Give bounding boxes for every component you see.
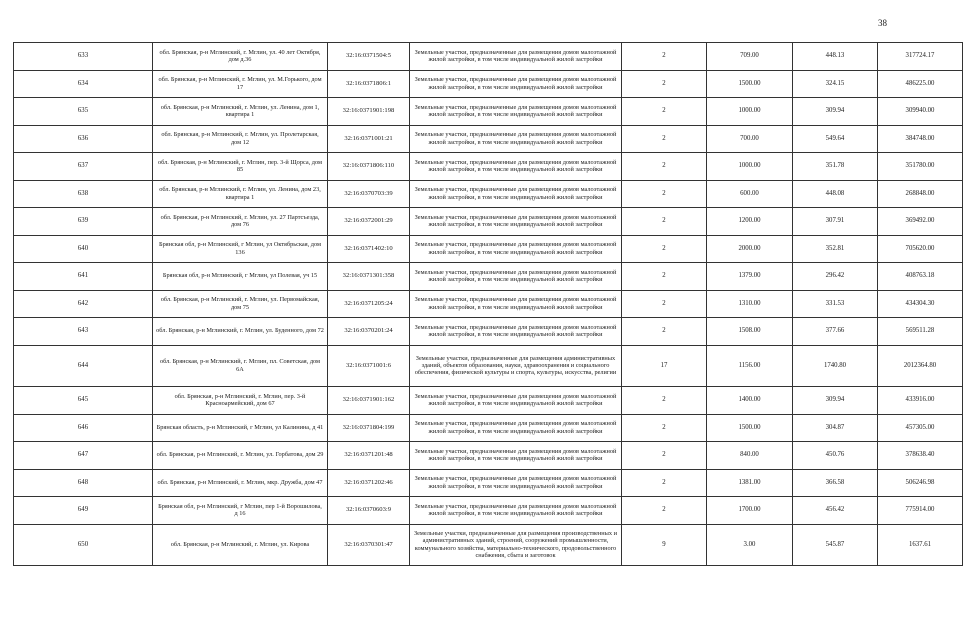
table-row	[14, 387, 963, 415]
row-number-cell: 639	[14, 208, 153, 236]
land-use-cell: Земельные участки, предназначенные для размещения домов малоэтажной жилой застройки, в том числе индивидуальной жилой застройки	[410, 387, 622, 415]
table-row	[14, 524, 963, 566]
table-row	[14, 125, 963, 153]
area-cell: 2000.00	[707, 235, 793, 263]
rate-cell: 450.76	[793, 442, 878, 470]
cadastral-number-cell: 32:16:0370301:47	[328, 524, 410, 566]
value-cell: 433916.00	[878, 387, 963, 415]
table-row	[14, 318, 963, 346]
table-row	[14, 345, 963, 387]
table-row	[14, 98, 963, 126]
area-cell: 1500.00	[707, 70, 793, 98]
count-cell: 2	[622, 442, 707, 470]
address-cell: обл. Брянская, р-н Мглинский, г. Мглин, пер. 3-й Красноармейский, дом 67	[153, 387, 328, 415]
land-use-cell: Земельные участки, предназначенные для размещения домов малоэтажной жилой застройки, в том числе индивидуальной жилой застройки	[410, 70, 622, 98]
table-row	[14, 497, 963, 525]
table-row	[14, 290, 963, 318]
value-cell: 506246.98	[878, 469, 963, 497]
address-cell: обл. Брянская, р-н Мглинский, г. Мглин, пл. Советская, дом 6А	[153, 345, 328, 387]
address-cell: обл. Брянская, р-н Мглинский, г. Мглин, пер. 3-й Щорса, дом 85	[153, 153, 328, 181]
rate-cell: 545.87	[793, 524, 878, 566]
rate-cell: 352.81	[793, 235, 878, 263]
row-number-cell: 638	[14, 180, 153, 208]
value-cell: 378638.40	[878, 442, 963, 470]
row-number-cell: 643	[14, 318, 153, 346]
table-row	[14, 235, 963, 263]
count-cell: 2	[622, 387, 707, 415]
count-cell: 9	[622, 524, 707, 566]
address-cell: обл. Брянская, р-н Мглинский, г. Мглин, ул. Кирова	[153, 524, 328, 566]
value-cell: 369492.00	[878, 208, 963, 236]
rate-cell: 304.87	[793, 414, 878, 442]
cadastral-number-cell: 32:16:0371201:48	[328, 442, 410, 470]
count-cell: 2	[622, 43, 707, 71]
value-cell: 1637.61	[878, 524, 963, 566]
cadastral-number-cell: 32:16:0370603:9	[328, 497, 410, 525]
cadastral-number-cell: 32:16:0371205:24	[328, 290, 410, 318]
cadastral-number-cell: 32:16:0370703:39	[328, 180, 410, 208]
area-cell: 840.00	[707, 442, 793, 470]
value-cell: 317724.17	[878, 43, 963, 71]
count-cell: 2	[622, 290, 707, 318]
land-use-cell: Земельные участки, предназначенные для размещения домов малоэтажной жилой застройки, в том числе индивидуальной жилой застройки	[410, 263, 622, 291]
value-cell: 705620.00	[878, 235, 963, 263]
row-number-cell: 641	[14, 263, 153, 291]
cadastral-number-cell: 32:16:0371804:199	[328, 414, 410, 442]
rate-cell: 309.94	[793, 387, 878, 415]
row-number-cell: 645	[14, 387, 153, 415]
rate-cell: 309.94	[793, 98, 878, 126]
land-use-cell: Земельные участки, предназначенные для размещения домов малоэтажной жилой застройки, в том числе индивидуальной жилой застройки	[410, 235, 622, 263]
count-cell: 2	[622, 180, 707, 208]
area-cell: 3.00	[707, 524, 793, 566]
table-row	[14, 208, 963, 236]
land-use-cell: Земельные участки, предназначенные для размещения домов малоэтажной жилой застройки, в том числе индивидуальной жилой застройки	[410, 208, 622, 236]
count-cell: 2	[622, 235, 707, 263]
row-number-cell: 644	[14, 345, 153, 387]
count-cell: 2	[622, 70, 707, 98]
area-cell: 1000.00	[707, 153, 793, 181]
table-row	[14, 414, 963, 442]
row-number-cell: 642	[14, 290, 153, 318]
rate-cell: 296.42	[793, 263, 878, 291]
count-cell: 2	[622, 208, 707, 236]
row-number-cell: 634	[14, 70, 153, 98]
address-cell: обл. Брянская, р-н Мглинский, г. Мглин, ул. Ленина, дом 1, квартира 1	[153, 98, 328, 126]
rate-cell: 448.13	[793, 43, 878, 71]
land-use-cell: Земельные участки, предназначенные для размещения административных зданий, объектов образования, науки, здравоохранения и социального обеспечения, физической культуры и спорта, культуры, искусства, религии	[410, 345, 622, 387]
land-use-cell: Земельные участки, предназначенные для размещения домов малоэтажной жилой застройки, в том числе индивидуальной жилой застройки	[410, 290, 622, 318]
row-number-cell: 637	[14, 153, 153, 181]
address-cell: обл. Брянская, р-н Мглинский, г. Мглин, мкр. Дружба, дом 47	[153, 469, 328, 497]
address-cell: обл. Брянская, р-н Мглинский, г. Мглин, ул. Горбатова, дом 29	[153, 442, 328, 470]
land-use-cell: Земельные участки, предназначенные для размещения домов малоэтажной жилой застройки, в том числе индивидуальной жилой застройки	[410, 442, 622, 470]
land-use-cell: Земельные участки, предназначенные для размещения домов малоэтажной жилой застройки, в том числе индивидуальной жилой застройки	[410, 43, 622, 71]
rate-cell: 377.66	[793, 318, 878, 346]
count-cell: 2	[622, 263, 707, 291]
count-cell: 2	[622, 497, 707, 525]
row-number-cell: 650	[14, 524, 153, 566]
row-number-cell: 647	[14, 442, 153, 470]
area-cell: 1500.00	[707, 414, 793, 442]
table-row	[14, 43, 963, 71]
area-cell: 1508.00	[707, 318, 793, 346]
cadastral-number-cell: 32:16:0371001:6	[328, 345, 410, 387]
value-cell: 351780.00	[878, 153, 963, 181]
area-cell: 1381.00	[707, 469, 793, 497]
area-cell: 700.00	[707, 125, 793, 153]
address-cell: обл. Брянская, р-н Мглинский, г. Мглин, ул. Ленина, дом 23, квартира 1	[153, 180, 328, 208]
land-use-cell: Земельные участки, предназначенные для размещения домов малоэтажной жилой застройки, в том числе индивидуальной жилой застройки	[410, 153, 622, 181]
address-cell: обл. Брянская, р-н Мглинский, г. Мглин, ул. Пролетарская, дом 12	[153, 125, 328, 153]
table-row	[14, 70, 963, 98]
cadastral-number-cell: 32:16:0371001:21	[328, 125, 410, 153]
land-register-table	[13, 42, 963, 566]
rate-cell: 351.78	[793, 153, 878, 181]
count-cell: 2	[622, 469, 707, 497]
count-cell: 2	[622, 98, 707, 126]
cadastral-number-cell: 32:16:0371901:162	[328, 387, 410, 415]
row-number-cell: 648	[14, 469, 153, 497]
register-body	[14, 43, 963, 566]
value-cell: 268848.00	[878, 180, 963, 208]
land-use-cell: Земельные участки, предназначенные для размещения домов малоэтажной жилой застройки, в том числе индивидуальной жилой застройки	[410, 318, 622, 346]
row-number-cell: 640	[14, 235, 153, 263]
row-number-cell: 633	[14, 43, 153, 71]
table-row	[14, 442, 963, 470]
rate-cell: 456.42	[793, 497, 878, 525]
count-cell: 2	[622, 318, 707, 346]
value-cell: 569511.28	[878, 318, 963, 346]
area-cell: 1379.00	[707, 263, 793, 291]
row-number-cell: 635	[14, 98, 153, 126]
area-cell: 1310.00	[707, 290, 793, 318]
address-cell: Брянская обл, р-н Мглинский, г Мглин, пер 1-й Ворошилова, д 16	[153, 497, 328, 525]
land-use-cell: Земельные участки, предназначенные для размещения производственных и административных зданий, строений, сооружений промышленности, коммунального хозяйства, материально-технического, продовольственного снабжения, сбыта и заготовок	[410, 524, 622, 566]
row-number-cell: 649	[14, 497, 153, 525]
rate-cell: 549.64	[793, 125, 878, 153]
rate-cell: 366.58	[793, 469, 878, 497]
cadastral-number-cell: 32:16:0370201:24	[328, 318, 410, 346]
value-cell: 2012364.80	[878, 345, 963, 387]
address-cell: обл. Брянская, р-н Мглинский, г. Мглин, ул. Первомайская, дом 75	[153, 290, 328, 318]
count-cell: 17	[622, 345, 707, 387]
value-cell: 309940.00	[878, 98, 963, 126]
table-row	[14, 153, 963, 181]
land-use-cell: Земельные участки, предназначенные для размещения домов малоэтажной жилой застройки, в том числе индивидуальной жилой застройки	[410, 125, 622, 153]
address-cell: обл. Брянская, р-н Мглинский, г. Мглин, ул. 40 лет Октября, дом д.36	[153, 43, 328, 71]
area-cell: 1200.00	[707, 208, 793, 236]
address-cell: Брянская обл, р-н Мглинский, г Мглин, ул Полевая, уч 15	[153, 263, 328, 291]
count-cell: 2	[622, 414, 707, 442]
count-cell: 2	[622, 153, 707, 181]
area-cell: 709.00	[707, 43, 793, 71]
address-cell: Брянская область, р-н Мглинский, г Мглин, ул Калинина, д 41	[153, 414, 328, 442]
cadastral-number-cell: 32:16:0371806:1	[328, 70, 410, 98]
address-cell: Брянская обл, р-н Мглинский, г Мглин, ул Октябрьская, дом 136	[153, 235, 328, 263]
land-use-cell: Земельные участки, предназначенные для размещения домов малоэтажной жилой застройки, в том числе индивидуальной жилой застройки	[410, 180, 622, 208]
area-cell: 600.00	[707, 180, 793, 208]
table-row	[14, 469, 963, 497]
table-row	[14, 263, 963, 291]
cadastral-number-cell: 32:16:0371402:10	[328, 235, 410, 263]
value-cell: 384748.00	[878, 125, 963, 153]
page-number: 38	[878, 18, 887, 28]
value-cell: 408763.18	[878, 263, 963, 291]
cadastral-number-cell: 32:16:0371901:198	[328, 98, 410, 126]
row-number-cell: 636	[14, 125, 153, 153]
rate-cell: 448.08	[793, 180, 878, 208]
value-cell: 486225.00	[878, 70, 963, 98]
area-cell: 1700.00	[707, 497, 793, 525]
cadastral-number-cell: 32:16:0371202:46	[328, 469, 410, 497]
rate-cell: 324.15	[793, 70, 878, 98]
cadastral-number-cell: 32:16:0372001:29	[328, 208, 410, 236]
count-cell: 2	[622, 125, 707, 153]
table-row	[14, 180, 963, 208]
value-cell: 434304.30	[878, 290, 963, 318]
land-use-cell: Земельные участки, предназначенные для размещения домов малоэтажной жилой застройки, в том числе индивидуальной жилой застройки	[410, 98, 622, 126]
land-use-cell: Земельные участки, предназначенные для размещения домов малоэтажной жилой застройки, в том числе индивидуальной жилой застройки	[410, 414, 622, 442]
land-use-cell: Земельные участки, предназначенные для размещения домов малоэтажной жилой застройки, в том числе индивидуальной жилой застройки	[410, 469, 622, 497]
cadastral-number-cell: 32:16:0371806:110	[328, 153, 410, 181]
area-cell: 1000.00	[707, 98, 793, 126]
address-cell: обл. Брянская, р-н Мглинский, г. Мглин, ул. Буденного, дом 72	[153, 318, 328, 346]
cadastral-number-cell: 32:16:0371301:358	[328, 263, 410, 291]
address-cell: обл. Брянская, р-н Мглинский, г. Мглин, ул. М.Горького, дом 17	[153, 70, 328, 98]
value-cell: 775914.00	[878, 497, 963, 525]
rate-cell: 1740.80	[793, 345, 878, 387]
cadastral-number-cell: 32:16:0371504:5	[328, 43, 410, 71]
row-number-cell: 646	[14, 414, 153, 442]
area-cell: 1156.00	[707, 345, 793, 387]
rate-cell: 331.53	[793, 290, 878, 318]
area-cell: 1400.00	[707, 387, 793, 415]
rate-cell: 307.91	[793, 208, 878, 236]
land-use-cell: Земельные участки, предназначенные для размещения домов малоэтажной жилой застройки, в том числе индивидуальной жилой застройки	[410, 497, 622, 525]
address-cell: обл. Брянская, р-н Мглинский, г. Мглин, ул. 27 Партсъезда, дом 76	[153, 208, 328, 236]
value-cell: 457305.00	[878, 414, 963, 442]
